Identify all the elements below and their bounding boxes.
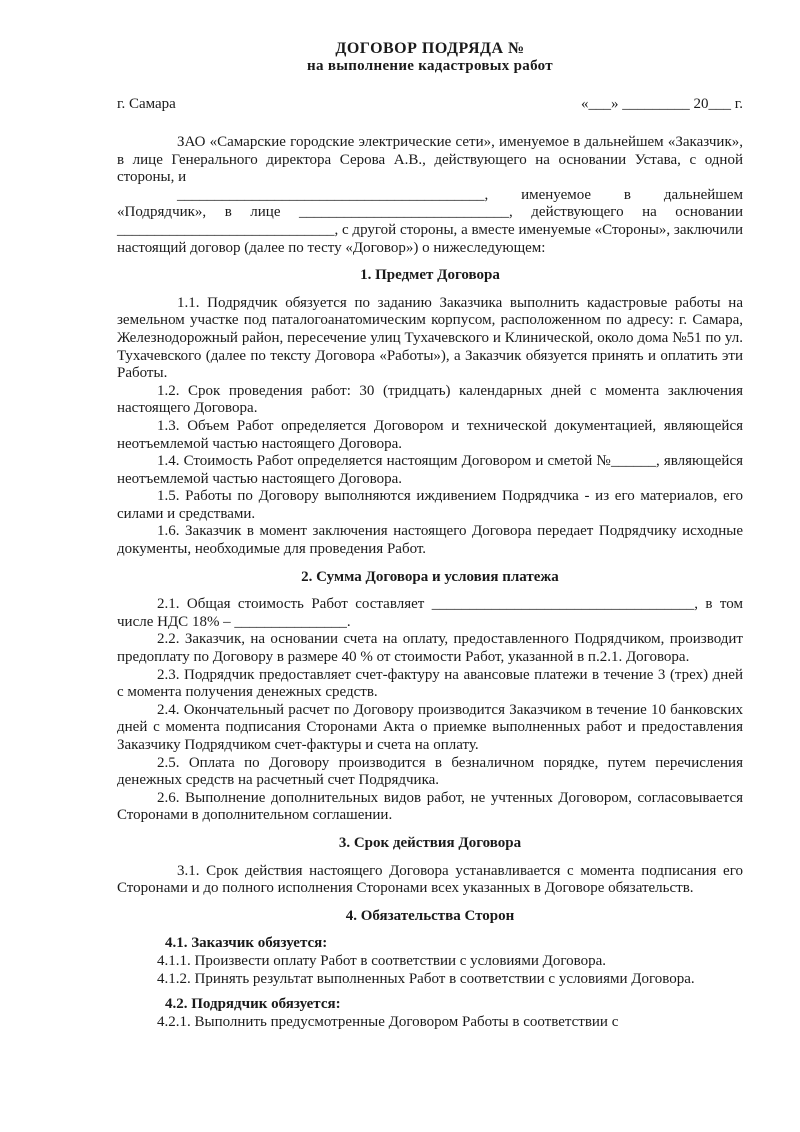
clause: 1.1. Подрядчик обязуется по заданию Заказчика выполнить кадастровые работы на земельном участке под паталогоанатомическим корпусом, расположенном по адресу: г. Самара, Железнодорожный район, пересечение улиц Тухачевского и Клинической, около дома №51 по ул. Тухачевского (далее по тексту Договора «Работы»), а Заказчик обязуется принять и оплатить эти Работы. (117, 294, 743, 382)
document-body (117, 134, 743, 1031)
section-heading-3: 3. Срок действия Договора (338, 834, 522, 851)
clause: 3.1. Срок действия настоящего Договора устанавливается с момента подписания его Сторонами и до полного исполнения Сторонами всех указанных в Договоре обязательств. (117, 862, 743, 897)
clause: 4.2.1. Выполнить предусмотренные Договором Работы в соответствии с (157, 1013, 619, 1030)
clause: 1.4. Стоимость Работ определяется настоящим Договором и сметой №______, являющейся неотъемлемой частью настоящего Договора. (117, 453, 743, 487)
clause: 1.5. Работы по Договору выполняются иждивением Подрядчика - из его материалов, его силами и средствами. (117, 488, 743, 522)
city: г. Самара (117, 96, 176, 112)
city-date-line (117, 96, 743, 114)
subsection-heading: 4.2. Подрядчик обязуется: (165, 996, 341, 1013)
clause: 4.1.2. Принять результат выполненных Работ в соответствии с условиями Договора. (157, 970, 695, 987)
clause: 1.3. Объем Работ определяется Договором и технической документацией, являющейся неотъемлемой частью настоящего Договора. (117, 417, 743, 452)
clause: 2.4. Окончательный расчет по Договору производится Заказчиком в течение 10 банковских дней с момента подписания Сторонами Акта о приемке выполненных работ и предоставления Заказчику Подрядчиком счет-фактуры и счета на оплату. (117, 701, 743, 753)
clause: 2.1. Общая стоимость Работ составляет ___________________________________, в том числе НДС 18% – _______________. (117, 596, 743, 630)
clause: 1.2. Срок проведения работ: 30 (тридцать) календарных дней с момента заключения настоящего Договора. (117, 382, 743, 417)
clause: 2.3. Подрядчик предоставляет счет-фактуру на авансовые платежи в течение 3 (трех) дней с момента получения денежных средств. (117, 666, 743, 701)
preamble-paragraph: _________________________________________, именуемое в дальнейшем «Подрядчик», в лице ____________________________, действующего на основании _____________________________, с другой стороны, а вместе именуемые «Стороны», заключили настоящий договор (далее по тесту «Договор») о нижеследующем: (117, 186, 743, 256)
section-heading-2: 2. Сумма Договора и условия платежа (301, 568, 559, 585)
contract-date: «___» _________ 20___ г. (581, 96, 743, 112)
document-title: ДОГОВОР ПОДРЯДА № (335, 40, 525, 57)
document-subtitle: на выполнение кадастровых работ (307, 58, 553, 74)
preamble-paragraph: ЗАО «Самарские городские электрические сети», именуемое в дальнейшем «Заказчик», в лице Генерального директора Серова А.В., действующего на основании Устава, с одной стороны, и (117, 134, 743, 186)
subsection-heading: 4.1. Заказчик обязуется: (165, 935, 328, 952)
clause: 2.5. Оплата по Договору производится в безналичном порядке, путем перечисления денежных средств на расчетный счет Подрядчика. (117, 754, 743, 789)
clause: 2.6. Выполнение дополнительных видов работ, не учтенных Договором, согласовывается Сторонами в дополнительном соглашении. (117, 789, 743, 824)
section-heading-4: 4. Обязательства Сторон (345, 907, 515, 924)
clause: 2.2. Заказчик, на основании счета на оплату, предоставленного Подрядчиком, производит предоплату по Договору в размере 40 % от стоимости Работ, указанной в п.2.1. Договора. (117, 631, 743, 666)
clause: 1.6. Заказчик в момент заключения настоящего Договора передает Подрядчику исходные документы, необходимые для проведения Работ. (117, 523, 743, 558)
clause: 4.1.1. Произвести оплату Работ в соответствии с условиями Договора. (157, 952, 606, 969)
section-heading-1: 1. Предмет Договора (360, 267, 500, 284)
